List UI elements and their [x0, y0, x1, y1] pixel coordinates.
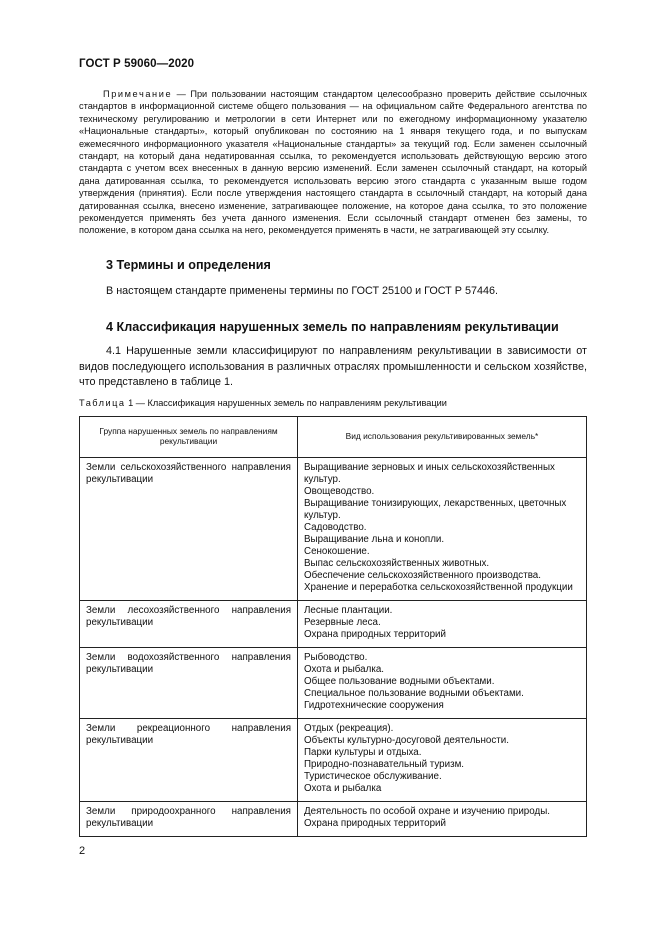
- land-use-item: Парки культуры и отдыха.: [304, 747, 422, 758]
- land-use-item: Деятельность по особой охране и изучению природы.: [304, 806, 550, 817]
- land-group-cell: Земли сельскохозяйственного направления рекультивации: [80, 458, 298, 601]
- land-use-item: Охота и рыбалка: [304, 783, 382, 794]
- col-header-group: Группа нарушенных земель по направлениям рекультивации: [80, 417, 298, 458]
- document-standard-id: ГОСТ Р 59060—2020: [79, 58, 195, 70]
- land-use-item: Природно-познавательный туризм.: [304, 759, 465, 770]
- land-use-item: Специальное пользование водными объектами.: [304, 688, 524, 699]
- land-use-item: Охрана природных территорий: [304, 629, 446, 640]
- section-4-heading: 4 Классификация нарушенных земель по направлениям рекультивации: [106, 320, 559, 334]
- land-group-cell: Земли природоохранного направления рекультивации: [80, 802, 298, 837]
- land-use-item: Резервные леса.: [304, 617, 381, 628]
- land-use-item: Общее пользование водными объектами.: [304, 676, 495, 687]
- land-use-item: Гидротехнические сооружения: [304, 700, 444, 711]
- land-use-item: Охота и рыбалка.: [304, 664, 384, 675]
- land-use-item: Овощеводство.: [304, 486, 375, 497]
- note-label: Примечание: [103, 89, 173, 99]
- table-caption-text: 1 — Классификация нарушенных земель по направлениям рекультивации: [125, 398, 447, 408]
- land-use-item: Отдых (рекреация).: [304, 723, 394, 734]
- table-row: [80, 719, 587, 802]
- section-3-text: В настоящем стандарте применены термины по ГОСТ 25100 и ГОСТ Р 57446.: [106, 285, 499, 297]
- land-use-item: Садоводство.: [304, 522, 367, 533]
- classification-table: [79, 416, 587, 837]
- land-use-item: Объекты культурно-досуговой деятельности.: [304, 735, 509, 746]
- table-caption-label: Таблица: [79, 398, 126, 408]
- table-body: [80, 458, 587, 837]
- land-use-item: Охрана природных территорий: [304, 818, 446, 829]
- land-use-item: Обеспечение сельскохозяйственного производства.: [304, 570, 541, 581]
- land-use-cell: [298, 601, 587, 648]
- land-use-item: Туристическое обслуживание.: [304, 771, 442, 782]
- reference-note: [79, 88, 587, 237]
- land-group-cell: Земли лесохозяйственного направления рекультивации: [80, 601, 298, 648]
- land-use-item: Выращивание льна и конопли.: [304, 534, 445, 545]
- paragraph-4-1: 4.1 Нарушенные земли классифицируют по направлениям рекультивации в зависимости от видов последующего использования в различных отраслях промышленности и сельском хозяйстве, что представлено в таблице 1.: [79, 345, 587, 388]
- land-use-item: Хранение и переработка сельскохозяйственной продукции: [304, 582, 573, 593]
- land-use-cell: [298, 648, 587, 719]
- page-number: 2: [79, 845, 86, 857]
- table-row: [80, 601, 587, 648]
- land-use-cell: [298, 719, 587, 802]
- note-text: — При пользовании настоящим стандартом целесообразно проверить действие ссылочных стандартов в информационной системе общего пользования — на официальном сайте Федерального агентства по техническому регулированию и метрологии в сети Интернет или по ежегодному информационному указателю «Национальные стандарты», который опубликован по состоянию на 1 января текущего года, и по выпускам ежемесячного информационного указателя «Национальные стандарты» за текущий год. Если заменен ссылочный стандарт, на который дана недатированная ссылка, то рекомендуется использовать действующую версию этого стандарта с учетом всех внесенных в данную версию изменений. Если заменен ссылочный стандарт, на который дана датированная ссылка, то рекомендуется использовать версию этого стандарта с указанным выше годом утверждения (принятия). Если после утверждения настоящего стандарта в ссылочный стандарт, на который дана датированная ссылка, внесено изменение, затрагивающее положение, на которое дана ссылка, то это положение рекомендуется применять без учета данного изменения. Если ссылочный стандарт отменен без замены, то положение, в котором дана ссылка на него, рекомендуется применять в части, не затрагивающей эту ссылку.: [79, 89, 587, 236]
- table-caption: [79, 398, 447, 408]
- land-use-item: Рыбоводство.: [304, 652, 368, 663]
- table-row: [80, 802, 587, 837]
- land-use-item: Выращивание зерновых и иных сельскохозяйственных культур.: [304, 462, 555, 485]
- section-3-heading: 3 Термины и определения: [106, 258, 271, 272]
- land-use-item: Выпас сельскохозяйственных животных.: [304, 558, 490, 569]
- table-row: [80, 648, 587, 719]
- table-header-row: [80, 417, 587, 458]
- land-use-item: Сенокошение.: [304, 546, 370, 557]
- land-use-cell: [298, 458, 587, 601]
- land-group-cell: Земли водохозяйственного направления рекультивации: [80, 648, 298, 719]
- land-use-cell: [298, 802, 587, 837]
- col-header-use: Вид использования рекультивированных земель*: [298, 417, 587, 458]
- land-use-item: Выращивание тонизирующих, лекарственных, цветочных культур.: [304, 498, 567, 521]
- land-group-cell: Земли рекреационного направления рекультивации: [80, 719, 298, 802]
- land-use-item: Лесные плантации.: [304, 605, 393, 616]
- table-row: [80, 458, 587, 601]
